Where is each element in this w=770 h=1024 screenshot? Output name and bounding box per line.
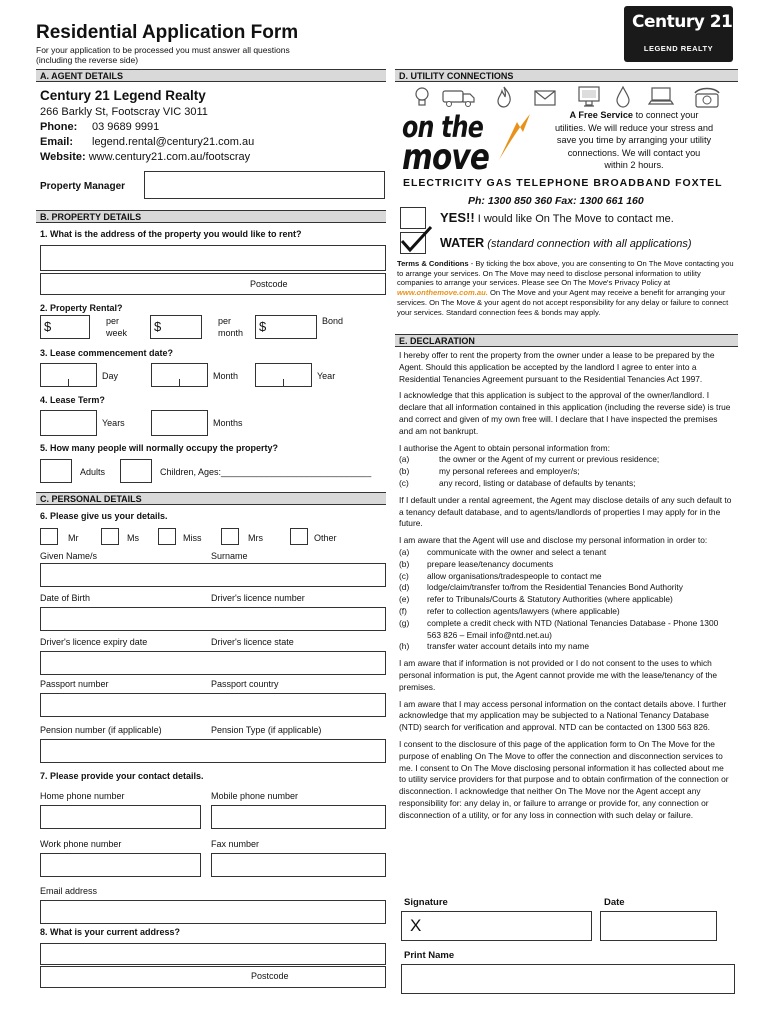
full-name-field[interactable] <box>40 563 386 587</box>
section-e-heading: E. DECLARATION <box>395 334 738 347</box>
q8-current-address: 8. What is your current address? <box>40 927 181 937</box>
section-b-heading: B. PROPERTY DETAILS <box>36 210 386 223</box>
decl-p1: I hereby offer to rent the property from the owner under a lease to be prepared by the Agent. Should this application be accepted by the landlord I agree to enter into a Residential Tenancies Agreement pursuant to the Residential Tenancies Act 1997. <box>399 350 715 384</box>
signature-label: Signature <box>404 897 448 908</box>
water-checkbox[interactable] <box>400 232 426 254</box>
email-label: Email: <box>40 136 74 148</box>
day-label: Day <box>102 371 119 381</box>
rent-per-week-field[interactable] <box>40 315 90 339</box>
utilities-list: ELECTRICITY GAS TELEPHONE BROADBAND FOXTEL <box>403 177 723 189</box>
date-field[interactable] <box>600 911 717 941</box>
terms-text1: - By ticking the box above, you are consenting to On The Move contacting you to arrange your services. On The Move may need to disclose personal information to utility companies to arrange your services. Please see On The Move's Privacy Policy at <box>397 259 734 288</box>
on-the-move-logo <box>402 110 532 178</box>
property-address-line2[interactable] <box>40 273 386 295</box>
terms-text2: On The Move and your Agent may receive a benefit for arranging your services. On The Move & your agent do not accept responsibility for any delay or failure to connect your services. Standard connection fees & bonds may apply. <box>397 288 729 317</box>
children-ages-label[interactable]: Children, Ages:______________________________ <box>160 467 372 477</box>
declaration-text <box>399 350 733 826</box>
months-label: Months <box>213 418 243 428</box>
list-item: (c) any record, listing or database of defaults by tenants; <box>399 477 636 488</box>
dollar-sign: $ <box>154 319 162 334</box>
title-other-label: Other <box>314 533 337 543</box>
decl-p3-list <box>399 454 733 489</box>
current-address-line1[interactable] <box>40 943 386 965</box>
title-mr-label: Mr <box>68 533 79 543</box>
phone-label: Phone: <box>40 121 78 133</box>
lease-month-field[interactable] <box>151 363 208 387</box>
list-item: (b) prepare lease/tenancy documents <box>399 558 554 569</box>
agency-name: Century 21 Legend Realty <box>40 88 206 103</box>
children-count-field[interactable] <box>120 459 152 483</box>
checkmark-icon <box>399 225 433 255</box>
subtitle-line2: (including the reverse side) <box>36 55 139 65</box>
otm-terms <box>397 259 735 317</box>
brand-line2: move <box>402 137 490 178</box>
title-miss-checkbox[interactable] <box>158 528 176 545</box>
list-item: (a) communicate with the owner and select a tenant <box>399 546 607 557</box>
decl-p5: I am aware that the Agent will use and disclose my personal information in order to: <box>399 535 708 546</box>
lease-years-field[interactable] <box>40 410 97 436</box>
date-label: Date <box>604 897 625 908</box>
property-postcode-label: Postcode <box>250 279 288 289</box>
dob-licence-field[interactable] <box>40 607 386 631</box>
decl-p3: I authorise the Agent to obtain personal information from: <box>399 442 610 453</box>
lightbulb-icon <box>411 86 433 108</box>
title-mrs-label: Mrs <box>248 533 263 543</box>
current-postcode-label: Postcode <box>251 971 289 981</box>
laptop-icon <box>648 87 674 107</box>
licence-state-label: Driver's licence state <box>211 637 294 647</box>
title-ms-checkbox[interactable] <box>101 528 119 545</box>
lease-months-field[interactable] <box>151 410 208 436</box>
otm-phone-fax: Ph: 1300 850 360 Fax: 1300 661 160 <box>468 195 644 207</box>
q5-occupants: 5. How many people will normally occupy the property? <box>40 443 279 453</box>
free-service-line3: save you time by arranging your utility <box>556 135 712 145</box>
lease-year-field[interactable] <box>255 363 312 387</box>
passport-field[interactable] <box>40 693 386 717</box>
title-miss-label: Miss <box>183 533 202 543</box>
fax-label: Fax number <box>211 839 260 849</box>
title-mr-checkbox[interactable] <box>40 528 58 545</box>
property-address-line1[interactable] <box>40 245 386 271</box>
water-bold: WATER <box>440 236 485 250</box>
print-name-field[interactable] <box>401 964 735 994</box>
home-phone-field[interactable] <box>40 805 201 829</box>
licence-expiry-label: Driver's licence expiry date <box>40 637 148 647</box>
logo-office: LEGEND REALTY <box>643 44 714 53</box>
list-item: (d) lodge/claim/transfer to/from the Residential Tenancies Bond Authority <box>399 582 683 593</box>
email-address-label: Email address <box>40 886 98 896</box>
swoosh-icon <box>497 112 532 162</box>
per-label: per <box>218 316 232 326</box>
mobile-phone-label: Mobile phone number <box>211 791 299 801</box>
signature-x-mark: X <box>410 916 422 935</box>
flame-icon <box>496 86 512 108</box>
otm-yes-text <box>440 210 674 225</box>
work-phone-field[interactable] <box>40 853 201 877</box>
month-label: month <box>218 328 244 338</box>
free-service-bold: A Free Service <box>569 110 634 120</box>
list-item: (g) complete a credit check with NTD (National Tenancies Database - Phone 1300 563 826 – Email info@ntd.net.au) <box>399 617 719 640</box>
decl-p7: I am aware that I may access personal information on the contact details above. I further acknowledge that my application may be subjected to a National Tenancy Database (NTD) search for verification and approval. NTD can be contacted on 1300 563 826. <box>399 698 727 733</box>
free-service-line4: connections. We will contact you <box>567 147 701 158</box>
adults-count-field[interactable] <box>40 459 72 483</box>
form-subtitle <box>36 45 290 65</box>
water-text <box>440 236 692 250</box>
terms-link[interactable]: www.onthemove.com.au. <box>397 288 488 298</box>
bond-label: Bond <box>322 316 344 326</box>
website-value: www.century21.com.au/footscray <box>88 151 251 163</box>
list-item: (h) transfer water account details into my name <box>399 641 589 652</box>
title-other-checkbox[interactable] <box>290 528 308 545</box>
signature-field[interactable] <box>401 911 592 941</box>
q7-contact-details: 7. Please provide your contact details. <box>40 771 204 781</box>
section-c-heading: C. PERSONAL DETAILS <box>36 492 386 505</box>
rent-per-month-field[interactable] <box>150 315 202 339</box>
pension-type-label: Pension Type (if applicable) <box>211 725 322 735</box>
phone-value: 03 9689 9991 <box>92 121 160 133</box>
truck-icon <box>442 88 476 108</box>
q4-lease-term: 4. Lease Term? <box>40 395 105 405</box>
surname-label: Surname <box>211 551 248 561</box>
section-d-heading: D. UTILITY CONNECTIONS <box>395 69 738 82</box>
dob-label: Date of Birth <box>40 593 91 603</box>
list-item: (f) refer to collection agents/lawyers (where applicable) <box>399 605 620 616</box>
free-service-line2: utilities. We will reduce your stress and <box>554 122 714 133</box>
free-service-rest: to connect your <box>633 110 699 120</box>
yes-bold: YES!! <box>440 210 475 225</box>
free-service-text <box>536 109 732 172</box>
property-manager-label: Property Manager <box>40 181 126 192</box>
adults-label: Adults <box>80 467 106 477</box>
list-item: (b) my personal referees and employer/s; <box>399 466 580 477</box>
decl-p6: I am aware that if information is not provided or I do not consent to the uses to which personal information is put, the Agent cannot provide me with the lease/tenancy of the premises. <box>399 658 717 692</box>
dollar-sign: $ <box>259 319 267 334</box>
title-mrs-checkbox[interactable] <box>221 528 239 545</box>
bond-field[interactable] <box>255 315 317 339</box>
agency-email <box>40 136 340 148</box>
agency-address: 266 Barkly St, Footscray VIC 3011 <box>40 106 208 118</box>
passport-country-label: Passport country <box>211 679 279 689</box>
monitor-icon <box>578 86 600 108</box>
licence-expiry-state-field[interactable] <box>40 651 386 675</box>
brand-line1: on the <box>402 110 484 144</box>
logo-brand: Century 21 <box>632 12 733 32</box>
dollar-sign: $ <box>44 319 52 334</box>
free-service-line5: within 2 hours. <box>604 160 664 170</box>
list-item: (c) allow organisations/tradespeople to contact me <box>399 570 602 581</box>
print-name-label: Print Name <box>404 950 455 961</box>
fax-field[interactable] <box>211 853 386 877</box>
home-phone-label: Home phone number <box>40 791 125 801</box>
title-ms-label: Ms <box>127 533 139 543</box>
current-address-line2[interactable] <box>40 966 386 988</box>
email-address-field[interactable] <box>40 900 386 924</box>
section-a-heading: A. AGENT DETAILS <box>36 69 386 82</box>
work-phone-label: Work phone number <box>40 839 122 849</box>
terms-bold: Terms & Conditions <box>397 259 469 268</box>
decl-p5-list <box>399 547 733 653</box>
pension-field[interactable] <box>40 739 386 763</box>
century21-logo <box>624 6 733 62</box>
list-item: (e) refer to Tribunals/Courts & Statutory Authorities (where applicable) <box>399 594 673 605</box>
q3-lease-commencement: 3. Lease commencement date? <box>40 348 174 358</box>
decl-p8: I consent to the disclosure of this page of the application form to On The Move for the purpose of enabling On The Move to offer the connection and disconnection services to me. I consent to On The Move disclosing personal information it has collected about me to utility service providers for that purpose and to obtain confirmation of the connection or disconnection. I acknowledge that neither On The Move nor the Agent accept any responsibility for: any delay in, or failure to arrange or provide for, any connection or disconnection of a utility, or for any loss in connection with such delay or failure. <box>399 738 729 820</box>
q2-property-rental: 2. Property Rental? <box>40 303 123 313</box>
month-date-label: Month <box>213 371 239 381</box>
q1-property-address: 1. What is the address of the property you would like to rent? <box>40 229 302 239</box>
week-label: week <box>106 328 128 338</box>
years-label: Years <box>102 418 125 428</box>
lease-day-field[interactable] <box>40 363 97 387</box>
decl-p4: If I default under a rental agreement, the Agent may disclose details of any such default to a tenancy default database, and to agents/landlords of properties I may apply for in the future. <box>399 494 732 529</box>
given-names-label: Given Name/s <box>40 551 98 561</box>
envelope-icon <box>534 90 556 106</box>
telephone-icon <box>694 86 720 108</box>
subtitle-line1: For your application to be processed you must answer all questions <box>36 45 290 55</box>
water-rest: (standard connection with all applications) <box>484 238 692 250</box>
year-label: Year <box>317 371 336 381</box>
water-drop-icon <box>615 86 631 108</box>
website-label: Website: <box>40 151 86 163</box>
mobile-phone-field[interactable] <box>211 805 386 829</box>
agency-phone <box>40 121 160 133</box>
agency-website <box>40 151 250 163</box>
licence-number-label: Driver's licence number <box>211 593 305 603</box>
pension-number-label: Pension number (if applicable) <box>40 725 162 735</box>
email-value: legend.rental@century21.com.au <box>92 136 255 148</box>
list-item: (a) the owner or the Agent of my current or previous residence; <box>399 454 660 465</box>
form-title: Residential Application Form <box>36 22 299 43</box>
passport-number-label: Passport number <box>40 679 109 689</box>
yes-rest: I would like On The Move to contact me. <box>474 213 674 225</box>
per-label: per <box>106 316 120 326</box>
decl-p2: I acknowledge that this application is subject to the approval of the owner/landlord. I declare that all information contained in this application (including the reverse side) is true and correct and given of my own free will. I declare that I have inspected the premises and am not bankrupt. <box>399 390 731 436</box>
q6-your-details: 6. Please give us your details. <box>40 511 168 521</box>
